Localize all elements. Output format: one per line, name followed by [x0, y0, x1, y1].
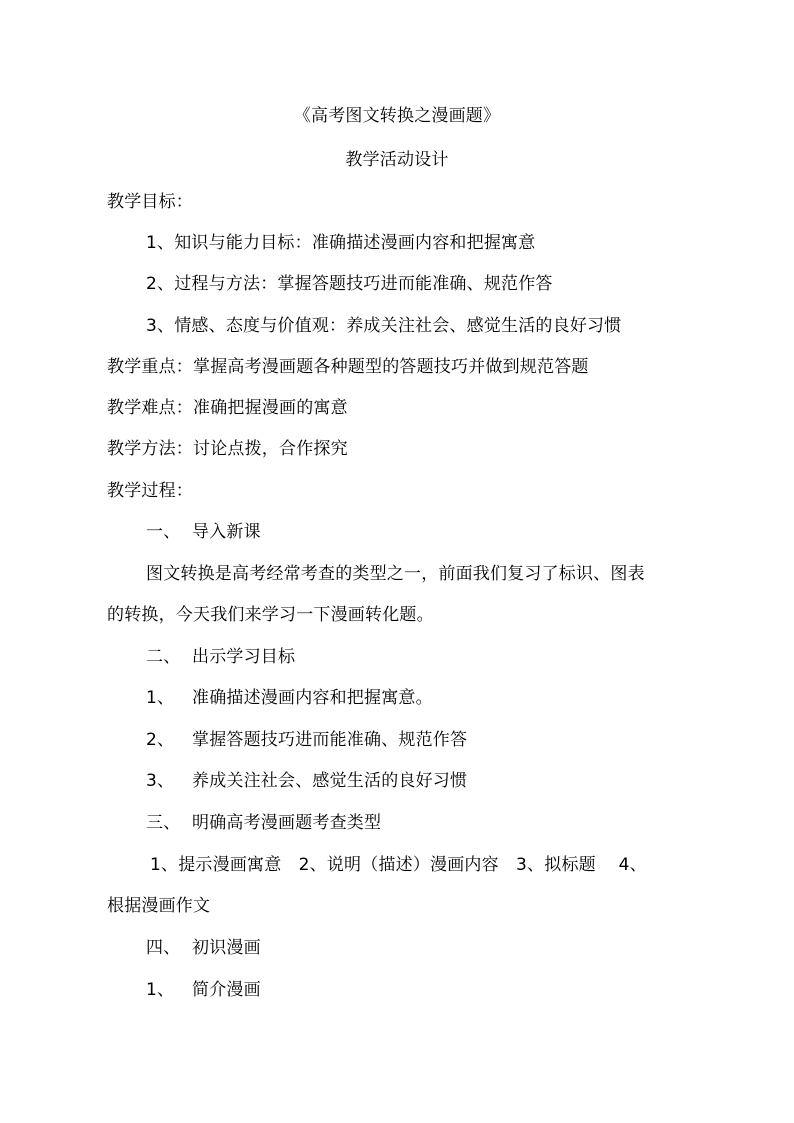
- goals-heading: 教学目标：: [107, 192, 193, 212]
- section-number: 一、: [146, 522, 181, 542]
- item-text: 简介漫画: [192, 980, 261, 1000]
- section-3-types-line-2: 根据漫画作文: [107, 896, 211, 916]
- teaching-method: 教学方法：讨论点拨，合作探究: [107, 439, 348, 459]
- goal-item-3: 3、情感、态度与价值观：养成关注社会、感觉生活的良好习惯: [146, 316, 622, 336]
- section-title: 明确高考漫画题考查类型: [192, 813, 382, 833]
- section-number: 二、: [146, 647, 181, 667]
- section-title: 出示学习目标: [192, 647, 296, 667]
- goal-item-1: 1、知识与能力目标：准确描述漫画内容和把握寓意: [146, 233, 536, 253]
- goal-item-2: 2、过程与方法：掌握答题技巧进而能准确、规范作答: [146, 274, 553, 294]
- item-number: 1、: [146, 688, 175, 708]
- section-number: 四、: [146, 938, 181, 958]
- section-1-paragraph-line-1: 图文转换是高考经常考查的类型之一，前面我们复习了标识、图表: [146, 564, 645, 584]
- section-4-heading: [146, 936, 261, 960]
- section-1-paragraph-line-2: 的转换，今天我们来学习一下漫画转化题。: [107, 605, 434, 625]
- section-3-heading: [146, 811, 381, 835]
- section-2-item-3: [146, 769, 467, 793]
- section-2-item-1: [146, 686, 433, 710]
- section-title: 导入新课: [192, 522, 261, 542]
- section-number: 三、: [146, 813, 181, 833]
- section-4-item-1: [146, 978, 261, 1002]
- section-2-heading: [146, 645, 295, 669]
- section-3-types-line-1: 1、提示漫画寓意 2、说明（描述）漫画内容 3、拟标题 4、: [150, 855, 647, 875]
- key-point: 教学重点：掌握高考漫画题各种题型的答题技巧并做到规范答题: [107, 357, 589, 377]
- document-subtitle: 教学活动设计: [345, 150, 449, 170]
- difficulty: 教学难点：准确把握漫画的寓意: [107, 398, 348, 418]
- process-heading: 教学过程：: [107, 481, 193, 501]
- document-title: 《高考图文转换之漫画题》: [293, 106, 501, 126]
- section-title: 初识漫画: [192, 938, 261, 958]
- item-text: 准确描述漫画内容和把握寓意。: [192, 688, 433, 708]
- section-2-item-2: [146, 728, 467, 752]
- item-number: 2、: [146, 730, 175, 750]
- item-text: 养成关注社会、感觉生活的良好习惯: [192, 771, 468, 791]
- section-1-heading: [146, 520, 261, 544]
- item-number: 1、: [146, 980, 175, 1000]
- item-text: 掌握答题技巧进而能准确、规范作答: [192, 730, 468, 750]
- item-number: 3、: [146, 771, 175, 791]
